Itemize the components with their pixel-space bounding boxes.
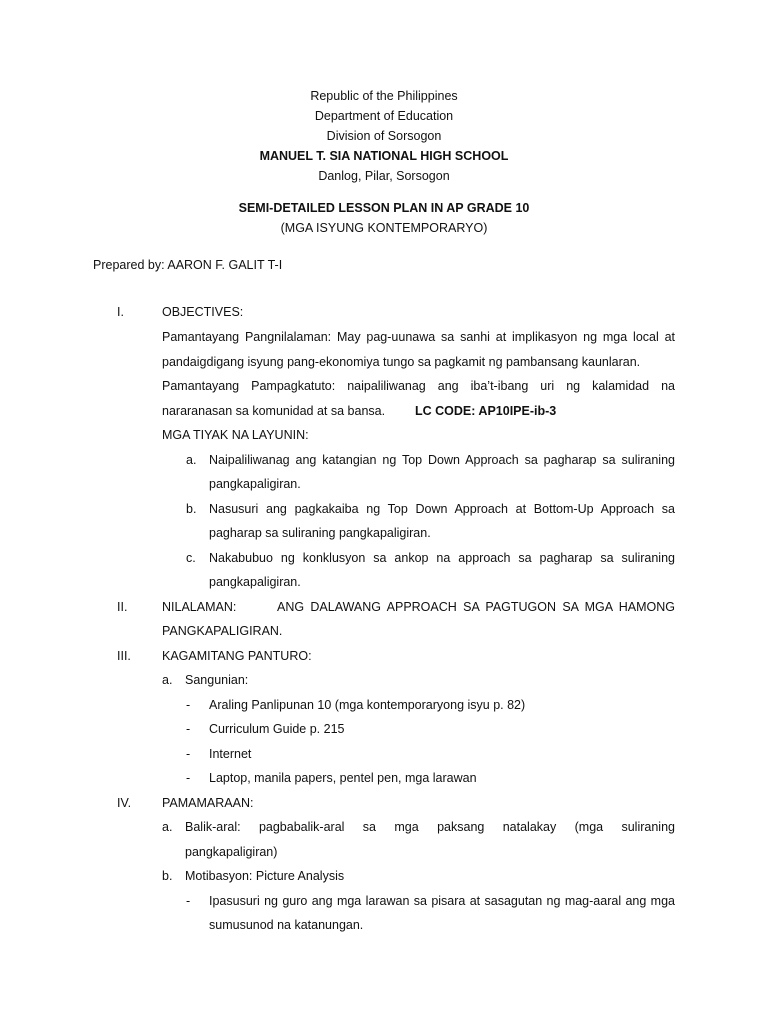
objective-b-line2: pagharap sa suliraning pangkapaligiran. <box>209 526 431 540</box>
content-heading: NILALAMAN: <box>162 600 237 614</box>
prepared-by: Prepared by: AARON F. GALIT T-I <box>93 258 283 272</box>
bullet-dash: - <box>186 747 191 761</box>
reference-item: Curriculum Guide p. 215 <box>209 722 345 736</box>
content-standard-line2: pandaigdigang isyung pang-ekonomiya tungo sa pagkamit ng pambansang kaunlaran. <box>162 355 641 369</box>
objective-c-line1: Nakabubuo ng konklusyon sa ankop na approach sa pagharap sa suliraning <box>209 551 675 565</box>
item-letter: b. <box>162 869 173 883</box>
motivation-item-line1: Ipasusuri ng guro ang mga larawan sa pisara at sasagutan ng mag-aaral ang mga <box>209 894 675 908</box>
performance-standard-line2: nararanasan sa komunidad at sa bansa. <box>162 404 386 418</box>
bullet-dash: - <box>186 698 191 712</box>
materials-heading: KAGAMITANG PANTURO: <box>162 649 312 663</box>
header-republic: Republic of the Philippines <box>310 89 458 103</box>
review-line1: Balik-aral: pagbabalik-aral sa mga paksang natalakay (mga suliraning <box>185 820 675 834</box>
item-letter: a. <box>162 673 173 687</box>
objective-a-line2: pangkapaligiran. <box>209 477 301 491</box>
objective-b-line1: Nasusuri ang pagkakaiba ng Top Down Approach at Bottom-Up Approach sa <box>209 502 675 516</box>
title-block <box>0 198 768 238</box>
item-letter: b. <box>186 502 197 516</box>
lc-code: LC CODE: AP10IPE-ib-3 <box>415 404 557 418</box>
plan-title: SEMI-DETAILED LESSON PLAN IN AP GRADE 10 <box>238 201 530 215</box>
motivation-item-line2: sumusunod na katanungan. <box>209 918 364 932</box>
objectives-heading: OBJECTIVES: <box>162 305 244 319</box>
header-address: Danlog, Pilar, Sorsogon <box>318 169 450 183</box>
item-letter: c. <box>186 551 196 565</box>
specific-objectives-heading: MGA TIYAK NA LAYUNIN: <box>162 428 309 442</box>
header-department: Department of Education <box>314 109 454 123</box>
bullet-dash: - <box>186 771 191 785</box>
procedure-heading: PAMAMARAAN: <box>162 796 254 810</box>
section-number: III. <box>117 649 131 663</box>
section-number: IV. <box>117 796 132 810</box>
header-division: Division of Sorsogon <box>326 129 442 143</box>
reference-item: Araling Panlipunan 10 (mga kontemporaryong isyu p. 82) <box>209 698 526 712</box>
motivation-heading: Motibasyon: Picture Analysis <box>185 869 345 883</box>
content-topic-line2: PANGKAPALIGIRAN. <box>162 624 283 638</box>
content-topic-line1: ANG DALAWANG APPROACH SA PAGTUGON SA MGA HAMONG <box>277 600 675 614</box>
item-letter: a. <box>162 820 173 834</box>
header-school: MANUEL T. SIA NATIONAL HIGH SCHOOL <box>259 149 509 163</box>
performance-standard-line1: Pamantayang Pampagkatuto: naipaliliwanag ang iba’t-ibang uri ng kalamidad na <box>162 379 675 393</box>
bullet-dash: - <box>186 722 191 736</box>
objective-a-line1: Naipaliliwanag ang katangian ng Top Down Approach sa pagharap sa suliraning <box>209 453 675 467</box>
section-number: I. <box>117 305 124 319</box>
bullet-dash: - <box>186 894 191 908</box>
reference-item: Internet <box>209 747 252 761</box>
document-header <box>0 86 768 186</box>
objective-c-line2: pangkapaligiran. <box>209 575 301 589</box>
plan-subtitle: (MGA ISYUNG KONTEMPORARYO) <box>280 221 488 235</box>
content-standard-line1: Pamantayang Pangnilalaman: May pag-uunawa sa sanhi at implikasyon ng mga local at <box>162 330 675 344</box>
references-heading: Sangunian: <box>185 673 249 687</box>
review-line2: pangkapaligiran) <box>185 845 278 859</box>
item-letter: a. <box>186 453 197 467</box>
section-number: II. <box>117 600 128 614</box>
reference-item: Laptop, manila papers, pentel pen, mga larawan <box>209 771 477 785</box>
